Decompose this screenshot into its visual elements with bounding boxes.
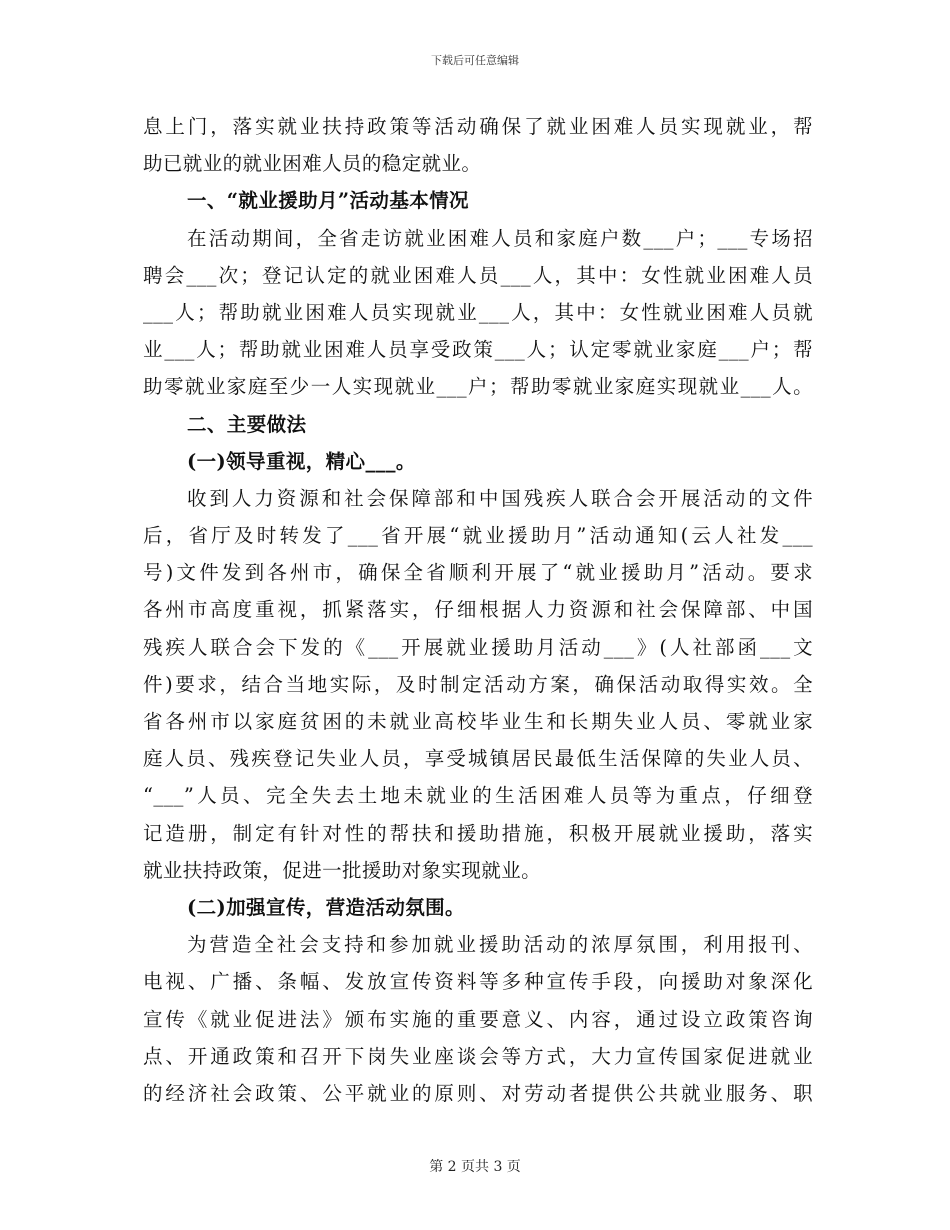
body-line: 点、开通政策和召开下岗失业座谈会等方式，大力宣传国家促进就业 [143, 1044, 813, 1068]
body-line: 聘会___次；登记认定的就业困难人员___人，其中：女性就业困难人员 [143, 263, 813, 287]
subsection-heading: (二)加强宣传，营造活动氛围。 [187, 895, 465, 919]
body-line: “___”人员、完全失去土地未就业的生活困难人员等为重点，仔细登 [143, 784, 813, 808]
subsection-heading: (一)领导重视，精心___。 [187, 449, 416, 473]
section-heading: 二、主要做法 [187, 412, 307, 436]
body-line: 宣传《就业促进法》颁布实施的重要意义、内容，通过设立政策咨询 [143, 1007, 813, 1031]
page-footer: 第 2 页共 3 页 [429, 1159, 521, 1175]
body-line: 息上门，落实就业扶持政策等活动确保了就业困难人员实现就业，帮 [143, 115, 813, 138]
body-line: 收到人力资源和社会保障部和中国残疾人联合会开展活动的文件 [187, 486, 813, 510]
page-header: 下载后可任意编辑 [431, 54, 519, 67]
body-line: 的经济社会政策、公平就业的原则、对劳动者提供公共就业服务、职 [143, 1081, 813, 1105]
body-line: 就业扶持政策，促进一批援助对象实现就业。 [143, 858, 542, 882]
body-line: 后，省厅及时转发了___省开展“就业援助月”活动通知(云人社发___ [143, 524, 813, 548]
body-line: 电视、广播、条幅、发放宣传资料等多种宣传手段，向援助对象深化 [143, 970, 813, 994]
body-line: 业___人；帮助就业困难人员享受政策___人；认定零就业家庭___户；帮 [143, 338, 813, 362]
body-line: 助零就业家庭至少一人实现就业___户；帮助零就业家庭实现就业___人。 [143, 375, 813, 399]
body-line: 庭人员、残疾登记失业人员，享受城镇居民最低生活保障的失业人员、 [143, 747, 813, 771]
section-heading: 一、“就业援助月”活动基本情况 [187, 189, 469, 213]
body-line: 记造册，制定有针对性的帮扶和援助措施，积极开展就业援助，落实 [143, 821, 813, 845]
body-line: 在活动期间，全省走访就业困难人员和家庭户数___户；___专场招 [187, 226, 813, 250]
body-line: ___人；帮助就业困难人员实现就业___人，其中：女性就业困难人员就 [143, 300, 813, 324]
body-line: 助已就业的就业困难人员的稳定就业。 [143, 152, 482, 176]
body-line: 号)文件发到各州市，确保全省顺利开展了“就业援助月”活动。要求 [143, 561, 813, 585]
body-line: 省各州市以家庭贫困的未就业高校毕业生和长期失业人员、零就业家 [143, 710, 813, 733]
document-body [143, 108, 813, 1112]
body-line: 件)要求，结合当地实际，及时制定活动方案，确保活动取得实效。全 [143, 672, 813, 696]
body-line: 各州市高度重视，抓紧落实，仔细根据人力资源和社会保障部、中国 [143, 598, 813, 622]
body-line: 残疾人联合会下发的《___开展就业援助月活动___》(人社部函___文 [143, 635, 813, 659]
body-line: 为营造全社会支持和参加就业援助活动的浓厚氛围，利用报刊、 [187, 933, 813, 957]
